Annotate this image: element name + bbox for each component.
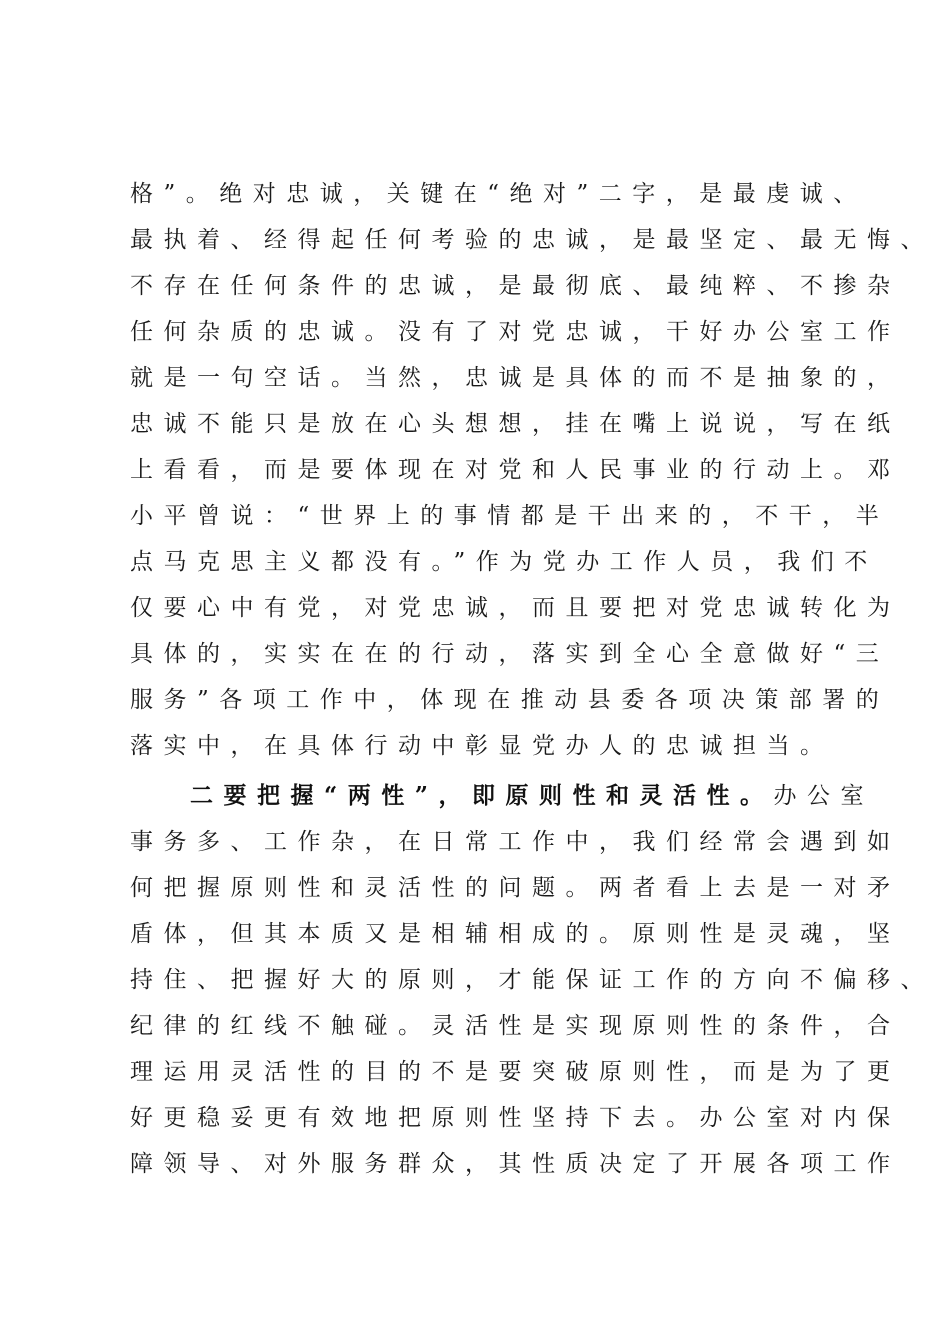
text-line: 事务多、工作杂，在日常工作中，我们经常会遇到如 [130,829,901,855]
text-line: 好更稳妥更有效地把原则性坚持下去。办公室对内保 [130,1105,901,1131]
paragraph-loyalty [130,171,934,769]
text-line: 服务”各项工作中，体现在推动县委各项决策部署的 [130,687,890,713]
paragraph-heading: 二要把握“两性”，即原则性和灵活性。 [190,782,774,809]
text-line: 障领导、对外服务群众，其性质决定了开展各项工作 [130,1151,901,1177]
text-line: 最执着、经得起任何考验的忠诚，是最坚定、最无悔、 [130,227,934,253]
text-line: 上看看，而是要体现在对党和人民事业的行动上。邓 [130,457,901,483]
text-line: 忠诚不能只是放在心头想想，挂在嘴上说说，写在纸 [130,411,901,437]
text-line: 就是一句空话。当然，忠诚是具体的而不是抽象的， [130,365,901,391]
text-line: 任何杂质的忠诚。没有了对党忠诚，干好办公室工作 [130,319,901,345]
text-line: 何把握原则性和灵活性的问题。两者看上去是一对矛 [130,875,901,901]
text-line: 落实中，在具体行动中彰显党办人的忠诚担当。 [130,733,834,759]
text-line: 持住、把握好大的原则，才能保证工作的方向不偏移、 [130,967,934,993]
text-line: 点马克思主义都没有。”作为党办工作人员，我们不 [130,549,878,575]
text-line: 纪律的红线不触碰。灵活性是实现原则性的条件，合 [130,1013,901,1039]
body-text [130,171,934,1187]
text-line: 盾体，但其本质又是相辅相成的。原则性是灵魂，坚 [130,921,901,947]
text-line: 不存在任何条件的忠诚，是最彻底、最纯粹、不掺杂 [130,273,901,299]
text-line: 仅要心中有党，对党忠诚，而且要把对党忠诚转化为 [130,595,901,621]
text-line [130,773,874,819]
text-line: 小平曾说：“世界上的事情都是干出来的，不干，半 [130,503,890,529]
text-line: 具体的，实实在在的行动，落实到全心全意做好“三 [130,641,890,667]
text-line: 理运用灵活性的目的不是要突破原则性，而是为了更 [130,1059,901,1085]
heading-line-rest: 办公室 [773,783,874,809]
text-line: 格”。绝对忠诚，关键在“绝对”二字，是最虔诚、 [130,181,867,207]
paragraph-two-natures [130,773,934,1187]
